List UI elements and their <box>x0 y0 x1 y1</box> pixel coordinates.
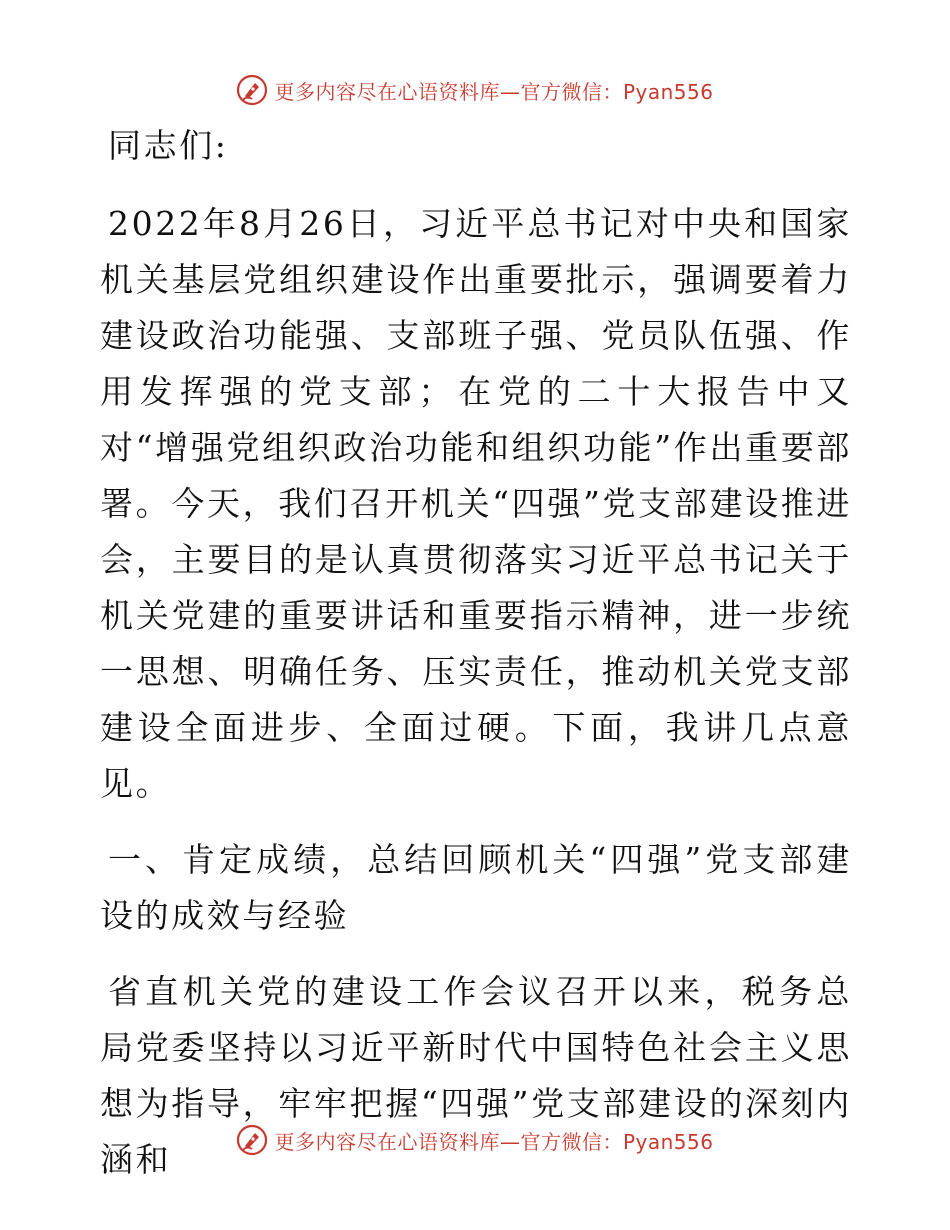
watermark-brand: 更多内容尽在心语资料库 <box>274 79 500 104</box>
watermark-official: 官方微信：Pyan556 <box>520 1129 714 1154</box>
greeting: 同志们: <box>108 126 229 165</box>
watermark-text <box>274 1126 713 1155</box>
watermark-header <box>0 70 950 110</box>
paragraph-intro: 2022年8月26日，习近平总书记对中央和国家机关基层党组织建设作出重要批示，强调要着力建设政治功能强、支部班子强、党员队伍强、作用发挥强的党支部；在党的二十大报告中又对“增强党组织政治功能和组织功能”作出重要部署。今天，我们召开机关“四强”党支部建设推进会，主要目的是认真贯彻落实习近平总书记关于机关党建的重要讲话和重要指示精神，进一步统一思想、明确任务、压实责任，推动机关党支部建设全面进步、全面过硬。下面，我讲几点意见。 <box>100 204 852 803</box>
watermark-text <box>274 76 713 105</box>
watermark-separator: — <box>499 1129 521 1154</box>
pen-nib-logo-icon <box>236 1124 268 1156</box>
pen-nib-logo-icon <box>236 74 268 106</box>
watermark-separator: — <box>499 79 521 104</box>
watermark-official: 官方微信：Pyan556 <box>520 79 714 104</box>
section-heading: 一、肯定成绩，总结回顾机关“四强”党支部建设的成效与经验 <box>100 840 852 935</box>
watermark-brand: 更多内容尽在心语资料库 <box>274 1129 500 1154</box>
paragraph-body: 省直机关党的建设工作会议召开以来，税务总局党委坚持以习近平新时代中国特色社会主义思想为指导，牢牢把握“四强”党支部建设的深刻内涵和 <box>100 972 852 1179</box>
document-body <box>100 118 852 1208</box>
watermark-footer <box>0 1120 950 1160</box>
